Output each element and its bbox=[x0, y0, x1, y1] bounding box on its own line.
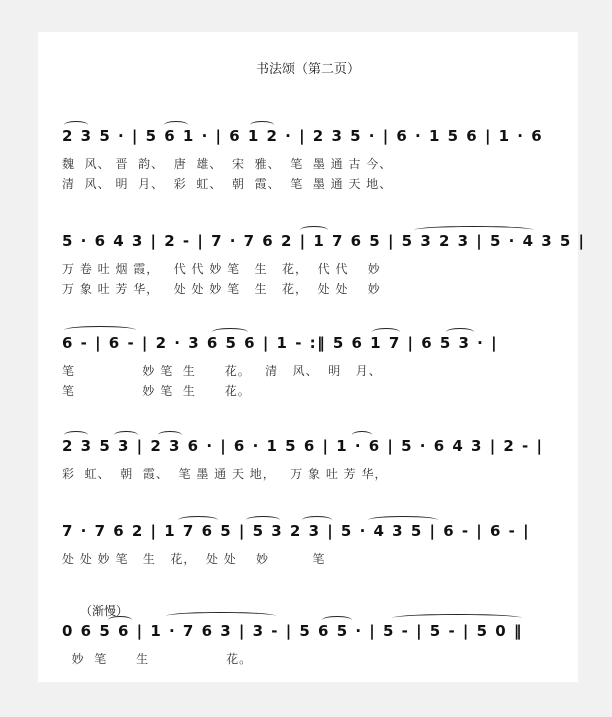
slur bbox=[64, 431, 88, 439]
lyric-line-1: 万 卷 吐 烟 霞， 代 代 妙 笔 生 花， 代 代 妙 bbox=[62, 262, 381, 276]
notation-line-1: 2 3 5 · | 5 6 1 · | 6 1 2 · | 2 3 5 · | 6 · 1 5 6 | 1 · 6 bbox=[62, 127, 544, 145]
page-title: 书法颂（第二页） bbox=[255, 62, 360, 77]
notation-line-3: 6 - | 6 - | 2 · 3 6 5 6 | 1 - :‖ 5 6 1 7 | 6 5 3 · | bbox=[62, 334, 499, 352]
slur bbox=[368, 516, 438, 524]
notation-line-4: 2 3 5 3 | 2 3 6 · | 6 · 1 5 6 | 1 · 6 | 5 · 6 4 3 | 2 - | bbox=[62, 437, 544, 455]
slur bbox=[414, 226, 534, 234]
slur bbox=[372, 328, 400, 336]
slur bbox=[322, 616, 352, 624]
slur bbox=[302, 516, 332, 524]
notation-line-6: 0 6 5 6 | 1 · 7 6 3 | 3 - | 5 6 5 · | 5 - | 5 - | 5 0 ‖ bbox=[62, 622, 523, 640]
tempo-marking: （渐慢） bbox=[80, 604, 129, 618]
slur bbox=[114, 431, 138, 439]
lyric-line-1: 妙 笔 生 花。 bbox=[62, 652, 253, 666]
slur bbox=[166, 612, 276, 620]
slur bbox=[158, 431, 182, 439]
lyric-line-2: 清 风、 明 月、 彩 虹、 朝 霞、 笔 墨 通 天 地、 bbox=[62, 177, 393, 191]
lyric-line-1: 处 处 妙 笔 生 花， 处 处 妙 笔 bbox=[62, 552, 326, 566]
lyric-line-2: 万 象 吐 芳 华， 处 处 妙 笔 生 花， 处 处 妙 bbox=[62, 282, 381, 296]
slur bbox=[164, 121, 188, 129]
slur bbox=[212, 328, 248, 336]
slur bbox=[64, 121, 88, 129]
slur bbox=[392, 614, 522, 622]
slur bbox=[178, 516, 218, 524]
slur bbox=[246, 516, 280, 524]
slur bbox=[352, 431, 372, 439]
notation-line-2: 5 · 6 4 3 | 2 - | 7 · 7 6 2 | 1 7 6 5 | 5 3 2 3 | 5 · 4 3 5 | bbox=[62, 232, 586, 250]
slur bbox=[64, 326, 136, 334]
lyric-line-1: 彩 虹、 朝 霞、 笔 墨 通 天 地， 万 象 吐 芳 华， bbox=[62, 467, 388, 481]
sheet-music-page bbox=[38, 32, 586, 682]
lyric-line-1: 笔 妙 笔 生 花。 清 风、 明 月、 bbox=[62, 364, 382, 378]
slur bbox=[250, 121, 274, 129]
slur bbox=[446, 328, 474, 336]
lyric-line-1: 魏 风、 晋 韵、 唐 雄、 宋 雅、 笔 墨 通 古 今、 bbox=[62, 157, 393, 171]
slur bbox=[300, 226, 328, 234]
notation-line-5: 7 · 7 6 2 | 1 7 6 5 | 5 3 2 3 | 5 · 4 3 5 | 6 - | 6 - | bbox=[62, 522, 531, 540]
slur bbox=[108, 616, 132, 624]
lyric-line-2: 笔 妙 笔 生 花。 bbox=[62, 384, 251, 398]
